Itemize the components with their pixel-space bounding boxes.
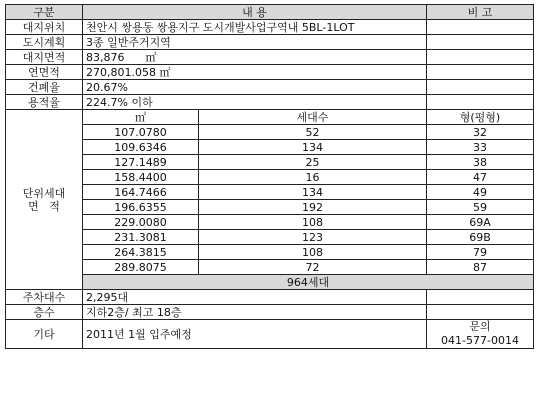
row-value: 270,801.058 ㎡ <box>83 65 427 80</box>
row-remarks <box>427 290 534 305</box>
row-label: 도시계획 <box>6 35 83 50</box>
unit-type: 33 <box>427 140 534 155</box>
unit-households: 108 <box>199 245 427 260</box>
unit-type: 59 <box>427 200 534 215</box>
row-label: 용적율 <box>6 95 83 110</box>
unit-area: 231.3081 <box>83 230 199 245</box>
unit-households: 123 <box>199 230 427 245</box>
table-row <box>6 305 534 320</box>
table-row <box>6 260 534 275</box>
row-label: 대지면적 <box>6 50 83 65</box>
row-label: 대지위치 <box>6 20 83 35</box>
table-row <box>6 155 534 170</box>
table-row <box>6 215 534 230</box>
table-row <box>6 200 534 215</box>
unit-area: 107.0780 <box>83 125 199 140</box>
table-row <box>6 95 534 110</box>
table-row <box>6 185 534 200</box>
row-remarks <box>427 50 534 65</box>
unit-households: 72 <box>199 260 427 275</box>
unit-households: 25 <box>199 155 427 170</box>
unit-households: 134 <box>199 140 427 155</box>
contact-label: 문의 <box>469 320 491 333</box>
table-row <box>6 245 534 260</box>
table-row <box>6 125 534 140</box>
table-row <box>6 140 534 155</box>
unit-area: 289.8075 <box>83 260 199 275</box>
row-remarks <box>427 65 534 80</box>
unit-type: 87 <box>427 260 534 275</box>
row-label: 층수 <box>6 305 83 320</box>
unit-label-line2: 면 적 <box>28 199 60 213</box>
unit-total-row <box>6 275 534 290</box>
unit-households: 52 <box>199 125 427 140</box>
unit-section-label <box>6 110 83 290</box>
unit-area: 196.6355 <box>83 200 199 215</box>
info-table <box>5 4 534 349</box>
header-category: 구분 <box>6 5 83 20</box>
unit-area: 264.3815 <box>83 245 199 260</box>
row-value: 224.7% 이하 <box>83 95 427 110</box>
table-row <box>6 35 534 50</box>
table-row <box>6 20 534 35</box>
table-row <box>6 80 534 95</box>
row-remarks <box>427 20 534 35</box>
row-remarks <box>427 35 534 50</box>
table-row <box>6 65 534 80</box>
row-value: 20.67% <box>83 80 427 95</box>
unit-area: 109.6346 <box>83 140 199 155</box>
unit-total: 964세대 <box>83 275 534 290</box>
unit-area: 164.7466 <box>83 185 199 200</box>
contact-phone: 041-577-0014 <box>441 334 519 347</box>
row-value: 천안시 쌍용동 쌍용지구 도시개발사업구역내 5BL-1LOT <box>83 20 427 35</box>
apartment-info-sheet <box>5 4 533 394</box>
unit-type: 79 <box>427 245 534 260</box>
unit-header-row <box>6 110 534 125</box>
row-label: 건폐율 <box>6 80 83 95</box>
unit-households: 192 <box>199 200 427 215</box>
unit-type: 69B <box>427 230 534 245</box>
table-row <box>6 170 534 185</box>
unit-households: 108 <box>199 215 427 230</box>
unit-col-type: 형(평형) <box>427 110 534 125</box>
table-row <box>6 290 534 305</box>
unit-households: 16 <box>199 170 427 185</box>
unit-area: 158.4400 <box>83 170 199 185</box>
row-value: 지하2층/ 최고 18층 <box>83 305 427 320</box>
row-label: 연면적 <box>6 65 83 80</box>
contact-info <box>427 320 534 349</box>
unit-col-households: 세대수 <box>199 110 427 125</box>
table-row <box>6 50 534 65</box>
unit-type: 32 <box>427 125 534 140</box>
unit-households: 134 <box>199 185 427 200</box>
row-label: 주차대수 <box>6 290 83 305</box>
etc-value: 2011년 1월 입주예정 <box>83 320 427 349</box>
unit-area: 127.1489 <box>83 155 199 170</box>
row-value: 83,876 ㎡ <box>83 50 427 65</box>
etc-row <box>6 320 534 349</box>
unit-type: 69A <box>427 215 534 230</box>
row-remarks <box>427 95 534 110</box>
row-remarks <box>427 80 534 95</box>
unit-type: 47 <box>427 170 534 185</box>
unit-area: 229.0080 <box>83 215 199 230</box>
row-value: 2,295대 <box>83 290 427 305</box>
header-content: 내 용 <box>83 5 427 20</box>
row-value: 3종 일반주거지역 <box>83 35 427 50</box>
unit-col-area: ㎡ <box>83 110 199 125</box>
table-row <box>6 230 534 245</box>
unit-type: 38 <box>427 155 534 170</box>
header-remarks: 비 고 <box>427 5 534 20</box>
unit-type: 49 <box>427 185 534 200</box>
row-remarks <box>427 305 534 320</box>
unit-label-line1: 단위세대 <box>22 186 66 200</box>
etc-label: 기타 <box>6 320 83 349</box>
header-row <box>6 5 534 20</box>
